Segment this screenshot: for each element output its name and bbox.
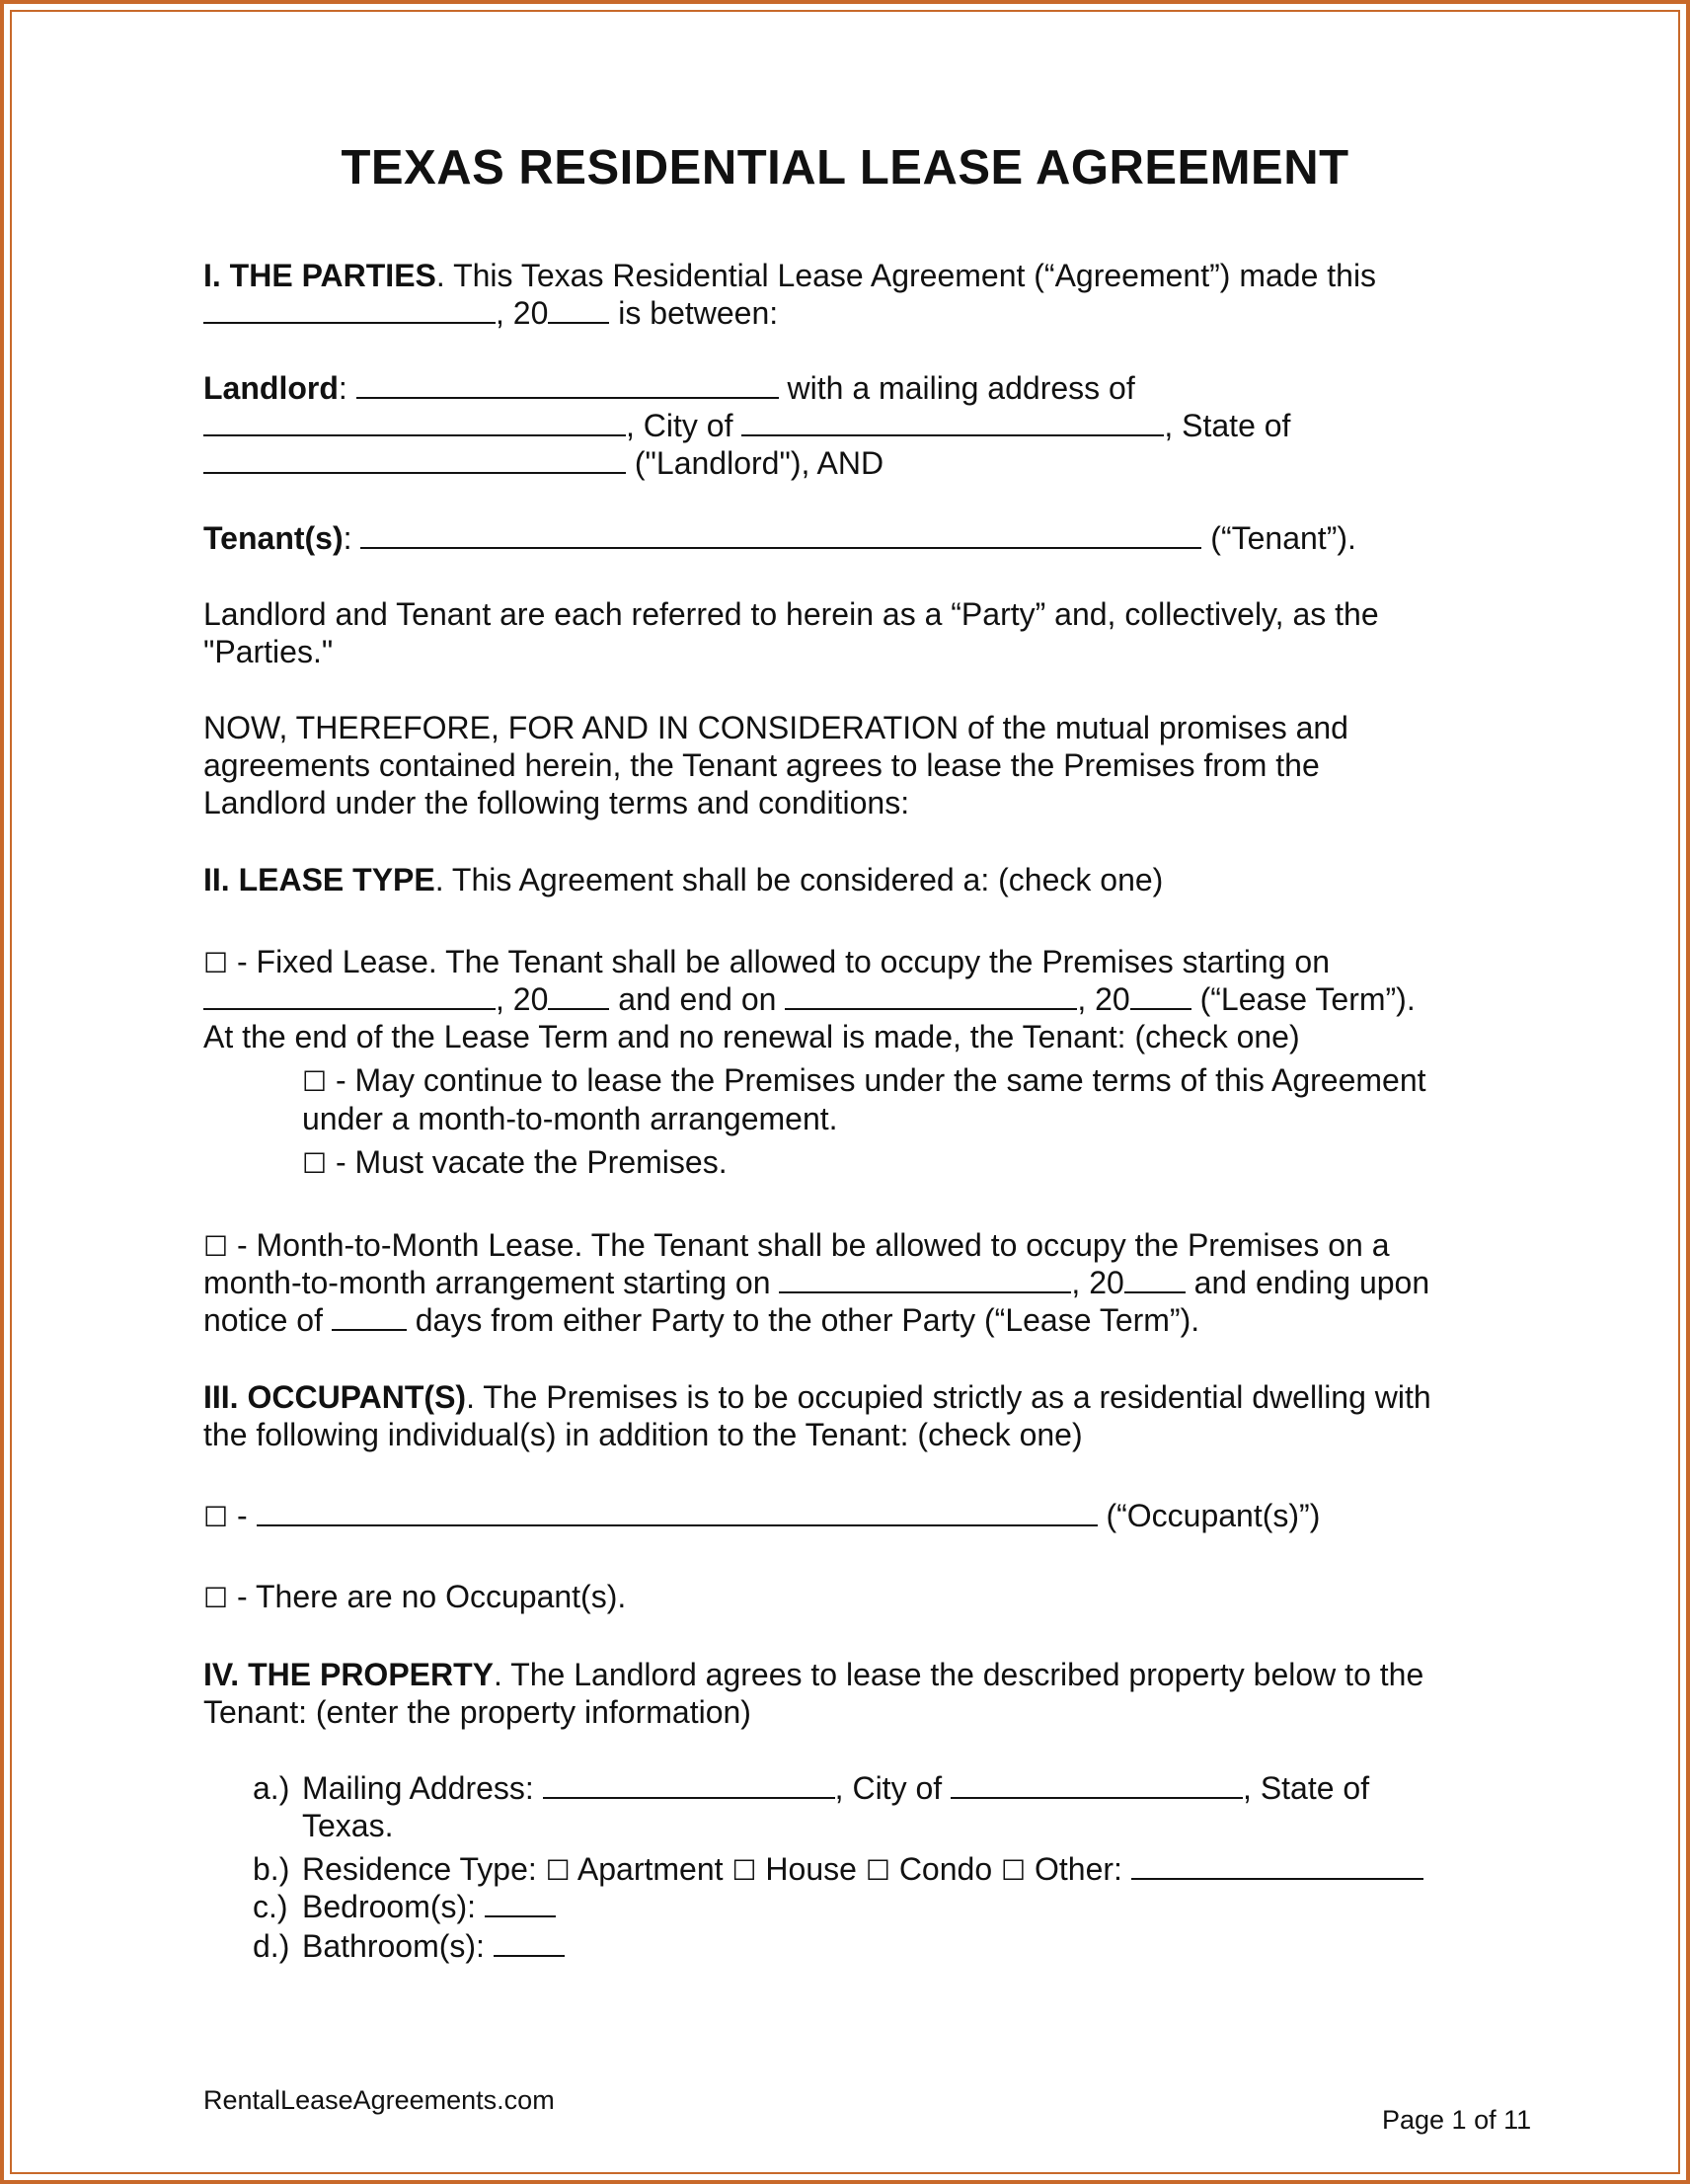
fixed-lease-text-3: At the end of the Lease Term and no renewal is made, the Tenant: (check one) — [203, 1019, 1300, 1054]
fixed-lease-line-1 — [203, 943, 1330, 982]
mtm-text-2a: month-to-month arrangement starting on — [203, 1265, 780, 1300]
fixed-text-2d: (“Lease Term”). — [1191, 981, 1416, 1017]
continue-lease-checkbox[interactable]: ☐ — [302, 1065, 328, 1098]
property-heading: IV. THE PROPERTY — [203, 1657, 494, 1692]
property-state-label: , State of — [1243, 1770, 1370, 1806]
mtm-start-blank[interactable] — [779, 1266, 1071, 1293]
fixed-end-blank[interactable] — [785, 982, 1077, 1010]
consideration-1: NOW, THEREFORE, FOR AND IN CONSIDERATION of the mutual promises and — [203, 710, 1348, 745]
mtm-text-3a: notice of — [203, 1302, 332, 1338]
landlord-line-1: Landlord: with a mailing address of — [203, 370, 1135, 406]
bathrooms-blank[interactable] — [494, 1929, 565, 1957]
apartment-label: Apartment — [570, 1851, 732, 1887]
apartment-checkbox[interactable]: ☐ — [545, 1854, 571, 1887]
renewal-option-1-text-2: under a month-to-month arrangement. — [302, 1101, 838, 1136]
mtm-text-2c: and ending upon — [1185, 1265, 1430, 1300]
parties-line-2 — [203, 294, 778, 332]
fixed-lease-line-2 — [203, 980, 1416, 1018]
mtm-text-1: - Month-to-Month Lease. The Tenant shall be allowed to occupy the Premises on a — [228, 1227, 1390, 1263]
bathrooms-label: Bathroom(s): — [302, 1928, 494, 1964]
landlord-text-a: with a mailing address of — [778, 370, 1135, 406]
occupant-text-a: - — [228, 1498, 257, 1533]
other-type-blank[interactable] — [1131, 1852, 1423, 1880]
fixed-lease-checkbox[interactable]: ☐ — [203, 947, 229, 979]
property-city-blank[interactable] — [951, 1771, 1243, 1799]
other-checkbox[interactable]: ☐ — [1001, 1854, 1027, 1887]
landlord-city-blank[interactable] — [741, 409, 1164, 436]
landlord-line-3 — [203, 444, 883, 482]
lease-type-heading: II. LEASE TYPE — [203, 862, 435, 897]
occupant-text-b: (“Occupant(s)”) — [1097, 1498, 1321, 1533]
vacate-checkbox[interactable]: ☐ — [302, 1147, 328, 1180]
tenant-text: (“Tenant”). — [1201, 520, 1356, 556]
fixed-text-2b: and end on — [609, 981, 786, 1017]
mtm-text-2b: , 20 — [1071, 1265, 1124, 1300]
renewal-option-2-line — [302, 1143, 728, 1183]
renewal-option-2-text: - Must vacate the Premises. — [327, 1144, 728, 1180]
occupants-line-1 — [203, 1378, 1431, 1416]
mtm-text-3b: days from either Party to the other Party (“Lease Term”). — [406, 1302, 1200, 1338]
landlord-name-blank[interactable] — [356, 371, 779, 399]
residence-type-label: Residence Type: — [302, 1851, 546, 1887]
item-a-label: a.) — [253, 1770, 290, 1806]
page-number: Page 1 of 11 — [1382, 2105, 1532, 2135]
no-occupants-line — [203, 1578, 626, 1617]
parties-definition-2: "Parties." — [203, 634, 334, 669]
occupants-text-1: . The Premises is to be occupied strictly as a residential dwelling with — [466, 1379, 1431, 1415]
property-text-1: . The Landlord agrees to lease the described property below to the — [494, 1657, 1424, 1692]
fixed-text-2c: , 20 — [1077, 981, 1130, 1017]
renewal-option-1-line-1 — [302, 1061, 1426, 1101]
occupant-names-line — [203, 1497, 1320, 1536]
mtm-line-2 — [203, 1264, 1429, 1301]
occupants-text-2: the following individual(s) in addition to the Tenant: (check one) — [203, 1417, 1083, 1452]
parties-text-1: . This Texas Residential Lease Agreement (“Agreement”) made this — [435, 258, 1377, 293]
house-label: House — [756, 1851, 866, 1887]
occupant-names-blank[interactable] — [257, 1499, 1098, 1526]
tenant-label: Tenant(s) — [203, 520, 344, 556]
fixed-text-2a: , 20 — [496, 981, 549, 1017]
footer-website: RentalLeaseAgreements.com — [203, 2085, 555, 2115]
other-label: Other: — [1026, 1851, 1131, 1887]
occupants-checkbox[interactable]: ☐ — [203, 1501, 229, 1533]
property-city-label: , City of — [834, 1770, 952, 1806]
parties-text-2a: , 20 — [496, 295, 549, 331]
mtm-line-1 — [203, 1226, 1389, 1266]
condo-checkbox[interactable]: ☐ — [865, 1854, 890, 1887]
fixed-start-blank[interactable] — [203, 982, 496, 1010]
document-title: TEXAS RESIDENTIAL LEASE AGREEMENT — [341, 141, 1349, 195]
parties-definition-1: Landlord and Tenant are each referred to herein as a “Party” and, collectively, as the — [203, 596, 1379, 632]
house-checkbox[interactable]: ☐ — [731, 1854, 757, 1887]
lease-type-line — [203, 861, 1163, 898]
month-to-month-checkbox[interactable]: ☐ — [203, 1230, 229, 1263]
landlord-label: Landlord — [203, 370, 339, 406]
property-text-2: Tenant: (enter the property information) — [203, 1694, 751, 1730]
fixed-start-year-blank[interactable] — [548, 982, 609, 1010]
fixed-end-year-blank[interactable] — [1130, 982, 1191, 1010]
tenant-line: Tenant(s): (“Tenant”). — [203, 520, 1356, 556]
no-occupants-checkbox[interactable]: ☐ — [203, 1582, 229, 1614]
lease-type-intro: . This Agreement shall be considered a: (check one) — [434, 862, 1164, 897]
item-d-label: d.) — [253, 1928, 290, 1964]
parties-text-2b: is between: — [609, 295, 779, 331]
property-line-1 — [203, 1656, 1423, 1693]
no-occupants-text: - There are no Occupant(s). — [228, 1579, 627, 1614]
landlord-address-blank[interactable] — [203, 409, 626, 436]
parties-line-1 — [203, 257, 1376, 294]
mailing-address-label: Mailing Address: — [302, 1770, 543, 1806]
bedrooms-line — [302, 1888, 556, 1925]
landlord-state-blank[interactable] — [203, 446, 626, 474]
landlord-text-d: ("Landlord"), AND — [626, 445, 884, 481]
bedrooms-blank[interactable] — [485, 1890, 556, 1917]
item-b-label: b.) — [253, 1851, 290, 1887]
mailing-address-line — [302, 1769, 1369, 1807]
property-state-value: Texas. — [302, 1808, 394, 1843]
bathrooms-line — [302, 1927, 565, 1965]
parties-heading: I. THE PARTIES — [203, 258, 436, 293]
item-c-label: c.) — [253, 1889, 288, 1924]
bedrooms-label: Bedroom(s): — [302, 1889, 485, 1924]
residence-type-line — [302, 1850, 1423, 1890]
date-blank[interactable] — [203, 296, 496, 324]
consideration-2: agreements contained herein, the Tenant agrees to lease the Premises from the — [203, 747, 1320, 783]
property-address-blank[interactable] — [543, 1771, 835, 1799]
mtm-year-blank[interactable] — [1124, 1266, 1186, 1293]
tenant-name-blank[interactable] — [360, 521, 1201, 549]
landlord-line-2 — [203, 407, 1290, 444]
year-blank[interactable] — [548, 296, 609, 324]
landlord-text-c: , State of — [1164, 408, 1291, 443]
fixed-lease-text-1: - Fixed Lease. The Tenant shall be allowed to occupy the Premises starting on — [228, 944, 1330, 979]
landlord-text-b: , City of — [626, 408, 742, 443]
consideration-3: Landlord under the following terms and conditions: — [203, 785, 910, 820]
mtm-line-3 — [203, 1301, 1199, 1339]
notice-days-blank[interactable] — [332, 1303, 407, 1331]
condo-label: Condo — [889, 1851, 1001, 1887]
occupants-heading: III. OCCUPANT(S) — [203, 1379, 467, 1415]
renewal-option-1-text-1: - May continue to lease the Premises under the same terms of this Agreement — [327, 1062, 1426, 1098]
